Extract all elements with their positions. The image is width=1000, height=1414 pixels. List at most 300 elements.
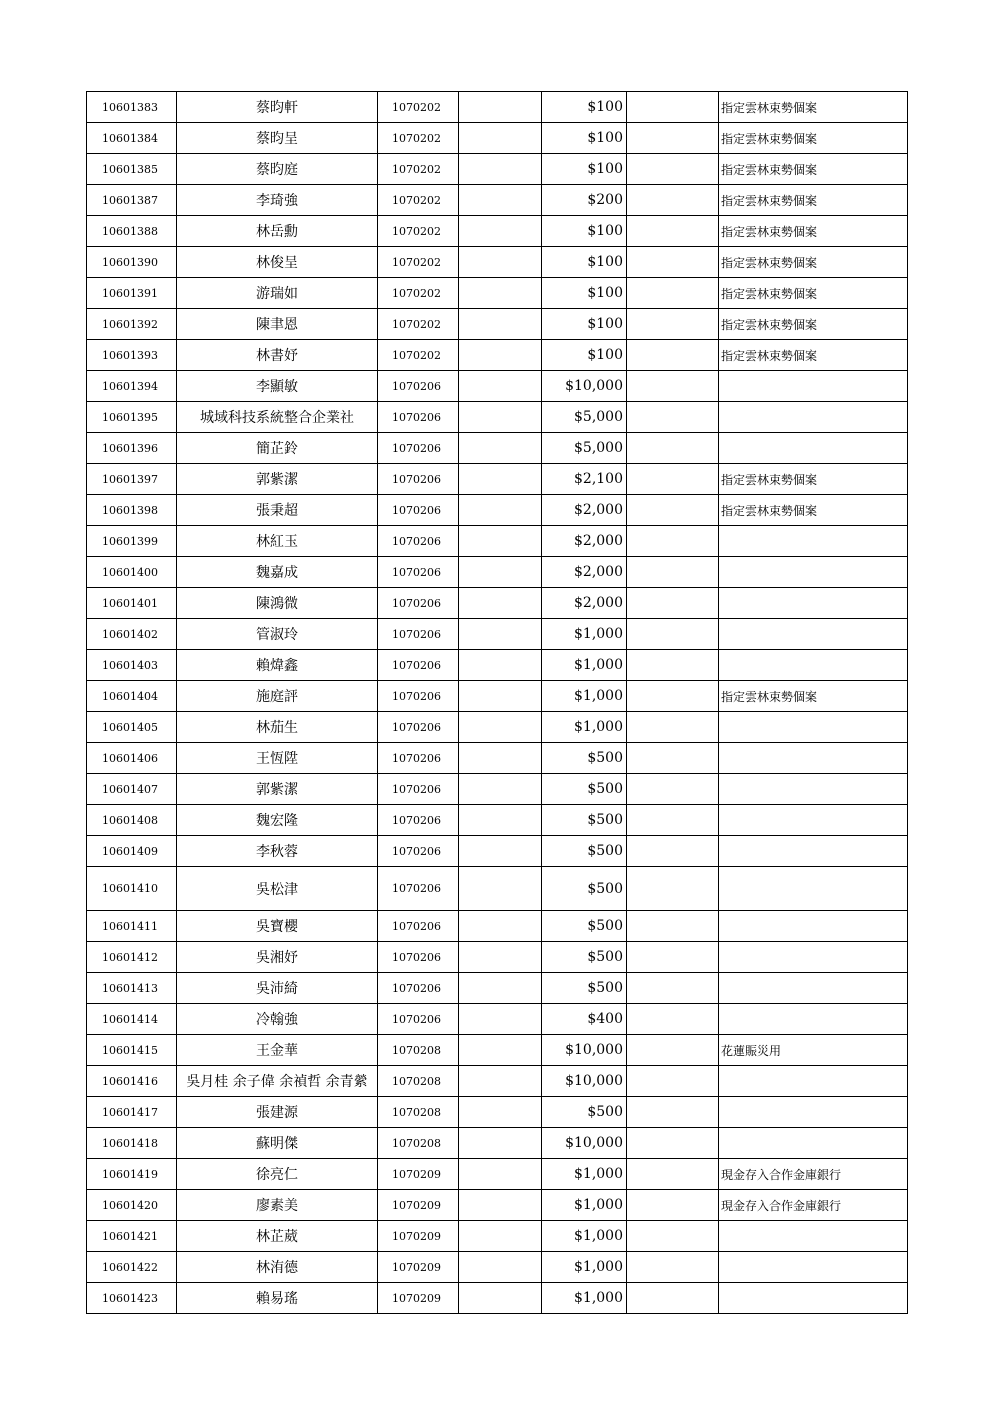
date-cell: 1070209 — [378, 1283, 459, 1314]
note-cell: 指定雲林束勢個案 — [719, 340, 908, 371]
donor-name-cell: 蔡昀庭 — [177, 154, 378, 185]
date-cell: 1070206 — [378, 526, 459, 557]
date-cell: 1070206 — [378, 464, 459, 495]
note-cell — [719, 867, 908, 911]
receipt-number-cell: 10601394 — [87, 371, 177, 402]
receipt-number-cell: 10601410 — [87, 867, 177, 911]
note-cell — [719, 557, 908, 588]
receipt-number-cell: 10601385 — [87, 154, 177, 185]
table-row — [87, 1128, 908, 1159]
blank-cell — [459, 1252, 542, 1283]
donor-name-cell: 游瑞如 — [177, 278, 378, 309]
receipt-number-cell: 10601400 — [87, 557, 177, 588]
blank-cell — [459, 371, 542, 402]
blank-cell — [627, 650, 719, 681]
amount-cell: $500 — [542, 805, 627, 836]
blank-cell — [627, 973, 719, 1004]
donor-name-cell: 賴易瑤 — [177, 1283, 378, 1314]
table-row — [87, 911, 908, 942]
table-row — [87, 973, 908, 1004]
amount-cell: $500 — [542, 911, 627, 942]
blank-cell — [459, 92, 542, 123]
blank-cell — [459, 154, 542, 185]
table-row — [87, 402, 908, 433]
blank-cell — [459, 526, 542, 557]
blank-cell — [627, 154, 719, 185]
blank-cell — [627, 526, 719, 557]
note-cell — [719, 712, 908, 743]
donor-name-cell: 郭紫潔 — [177, 464, 378, 495]
note-cell: 指定雲林束勢個案 — [719, 216, 908, 247]
table-row — [87, 743, 908, 774]
table-row — [87, 371, 908, 402]
receipt-number-cell: 10601392 — [87, 309, 177, 340]
note-cell: 指定雲林束勢個案 — [719, 123, 908, 154]
receipt-number-cell: 10601409 — [87, 836, 177, 867]
blank-cell — [459, 973, 542, 1004]
table-row — [87, 619, 908, 650]
donor-name-cell: 林紅玉 — [177, 526, 378, 557]
receipt-number-cell: 10601405 — [87, 712, 177, 743]
note-cell: 花蓮賑災用 — [719, 1035, 908, 1066]
receipt-number-cell: 10601415 — [87, 1035, 177, 1066]
receipt-number-cell: 10601387 — [87, 185, 177, 216]
blank-cell — [459, 1221, 542, 1252]
blank-cell — [459, 464, 542, 495]
note-cell: 指定雲林束勢個案 — [719, 154, 908, 185]
table-row — [87, 340, 908, 371]
date-cell: 1070202 — [378, 154, 459, 185]
amount-cell: $200 — [542, 185, 627, 216]
amount-cell: $100 — [542, 278, 627, 309]
amount-cell: $10,000 — [542, 1066, 627, 1097]
donor-name-cell: 吳寶櫻 — [177, 911, 378, 942]
blank-cell — [627, 1252, 719, 1283]
receipt-number-cell: 10601421 — [87, 1221, 177, 1252]
amount-cell: $1,000 — [542, 1190, 627, 1221]
blank-cell — [459, 1004, 542, 1035]
blank-cell — [459, 1283, 542, 1314]
receipt-number-cell: 10601401 — [87, 588, 177, 619]
date-cell: 1070206 — [378, 805, 459, 836]
blank-cell — [627, 340, 719, 371]
date-cell: 1070206 — [378, 743, 459, 774]
blank-cell — [459, 402, 542, 433]
receipt-number-cell: 10601388 — [87, 216, 177, 247]
table-row — [87, 123, 908, 154]
amount-cell: $100 — [542, 216, 627, 247]
blank-cell — [627, 619, 719, 650]
receipt-number-cell: 10601398 — [87, 495, 177, 526]
receipt-number-cell: 10601393 — [87, 340, 177, 371]
receipt-number-cell: 10601422 — [87, 1252, 177, 1283]
donor-name-cell: 賴煒鑫 — [177, 650, 378, 681]
blank-cell — [627, 433, 719, 464]
blank-cell — [459, 247, 542, 278]
blank-cell — [627, 185, 719, 216]
blank-cell — [459, 942, 542, 973]
note-cell: 指定雲林束勢個案 — [719, 681, 908, 712]
note-cell: 指定雲林束勢個案 — [719, 278, 908, 309]
amount-cell: $500 — [542, 1097, 627, 1128]
date-cell: 1070202 — [378, 247, 459, 278]
blank-cell — [459, 1190, 542, 1221]
date-cell: 1070206 — [378, 433, 459, 464]
donor-name-cell: 郭紫潔 — [177, 774, 378, 805]
amount-cell: $100 — [542, 309, 627, 340]
date-cell: 1070206 — [378, 588, 459, 619]
blank-cell — [459, 619, 542, 650]
blank-cell — [459, 867, 542, 911]
receipt-number-cell: 10601418 — [87, 1128, 177, 1159]
receipt-number-cell: 10601383 — [87, 92, 177, 123]
receipt-number-cell: 10601408 — [87, 805, 177, 836]
blank-cell — [627, 464, 719, 495]
note-cell — [719, 433, 908, 464]
note-cell: 指定雲林束勢個案 — [719, 464, 908, 495]
table-row — [87, 278, 908, 309]
donor-name-cell: 林茄生 — [177, 712, 378, 743]
date-cell: 1070202 — [378, 185, 459, 216]
note-cell — [719, 526, 908, 557]
blank-cell — [459, 650, 542, 681]
date-cell: 1070206 — [378, 619, 459, 650]
blank-cell — [459, 309, 542, 340]
note-cell — [719, 805, 908, 836]
blank-cell — [627, 92, 719, 123]
blank-cell — [459, 123, 542, 154]
blank-cell — [627, 805, 719, 836]
receipt-number-cell: 10601420 — [87, 1190, 177, 1221]
receipt-number-cell: 10601399 — [87, 526, 177, 557]
date-cell: 1070206 — [378, 681, 459, 712]
donor-name-cell: 張建源 — [177, 1097, 378, 1128]
table-row — [87, 309, 908, 340]
note-cell — [719, 942, 908, 973]
amount-cell: $2,000 — [542, 557, 627, 588]
table-row — [87, 92, 908, 123]
donor-name-cell: 陳鴻微 — [177, 588, 378, 619]
blank-cell — [459, 1097, 542, 1128]
amount-cell: $1,000 — [542, 1252, 627, 1283]
date-cell: 1070202 — [378, 309, 459, 340]
blank-cell — [627, 123, 719, 154]
receipt-number-cell: 10601414 — [87, 1004, 177, 1035]
receipt-number-cell: 10601397 — [87, 464, 177, 495]
amount-cell: $10,000 — [542, 1035, 627, 1066]
date-cell: 1070202 — [378, 340, 459, 371]
table-row — [87, 1159, 908, 1190]
blank-cell — [627, 681, 719, 712]
donor-name-cell: 李秋蓉 — [177, 836, 378, 867]
blank-cell — [459, 1159, 542, 1190]
receipt-number-cell: 10601384 — [87, 123, 177, 154]
table-row — [87, 247, 908, 278]
blank-cell — [459, 774, 542, 805]
blank-cell — [627, 1283, 719, 1314]
amount-cell: $400 — [542, 1004, 627, 1035]
note-cell — [719, 402, 908, 433]
table-row — [87, 526, 908, 557]
table-row — [87, 1283, 908, 1314]
blank-cell — [459, 836, 542, 867]
note-cell — [719, 619, 908, 650]
receipt-number-cell: 10601407 — [87, 774, 177, 805]
amount-cell: $1,000 — [542, 619, 627, 650]
donor-name-cell: 吳湘妤 — [177, 942, 378, 973]
donor-name-cell: 陳聿恩 — [177, 309, 378, 340]
date-cell: 1070206 — [378, 371, 459, 402]
table-row — [87, 1190, 908, 1221]
donor-name-cell: 蔡昀呈 — [177, 123, 378, 154]
amount-cell: $100 — [542, 247, 627, 278]
receipt-number-cell: 10601412 — [87, 942, 177, 973]
table-row — [87, 942, 908, 973]
amount-cell: $5,000 — [542, 433, 627, 464]
note-cell: 指定雲林束勢個案 — [719, 92, 908, 123]
blank-cell — [627, 278, 719, 309]
receipt-number-cell: 10601423 — [87, 1283, 177, 1314]
receipt-number-cell: 10601419 — [87, 1159, 177, 1190]
donor-name-cell: 蔡昀軒 — [177, 92, 378, 123]
note-cell — [719, 588, 908, 619]
blank-cell — [627, 557, 719, 588]
donor-name-cell: 林岳勳 — [177, 216, 378, 247]
donor-name-cell: 李琦強 — [177, 185, 378, 216]
amount-cell: $1,000 — [542, 1221, 627, 1252]
date-cell: 1070206 — [378, 836, 459, 867]
date-cell: 1070202 — [378, 216, 459, 247]
donor-name-cell: 冷翰強 — [177, 1004, 378, 1035]
table-row — [87, 1097, 908, 1128]
table-row — [87, 1004, 908, 1035]
receipt-number-cell: 10601411 — [87, 911, 177, 942]
date-cell: 1070206 — [378, 712, 459, 743]
blank-cell — [459, 216, 542, 247]
amount-cell: $100 — [542, 154, 627, 185]
note-cell — [719, 1004, 908, 1035]
blank-cell — [627, 1035, 719, 1066]
table-row — [87, 216, 908, 247]
blank-cell — [627, 1221, 719, 1252]
note-cell — [719, 1283, 908, 1314]
receipt-number-cell: 10601403 — [87, 650, 177, 681]
blank-cell — [627, 743, 719, 774]
note-cell: 指定雲林束勢個案 — [719, 247, 908, 278]
blank-cell — [627, 774, 719, 805]
blank-cell — [627, 867, 719, 911]
amount-cell: $500 — [542, 774, 627, 805]
table-row — [87, 154, 908, 185]
note-cell — [719, 774, 908, 805]
table-row — [87, 464, 908, 495]
note-cell — [719, 911, 908, 942]
blank-cell — [459, 278, 542, 309]
date-cell: 1070206 — [378, 557, 459, 588]
blank-cell — [627, 216, 719, 247]
blank-cell — [627, 588, 719, 619]
date-cell: 1070206 — [378, 495, 459, 526]
date-cell: 1070209 — [378, 1221, 459, 1252]
date-cell: 1070209 — [378, 1252, 459, 1283]
table-row — [87, 1221, 908, 1252]
note-cell: 現金存入合作金庫銀行 — [719, 1159, 908, 1190]
date-cell: 1070202 — [378, 278, 459, 309]
amount-cell: $10,000 — [542, 1128, 627, 1159]
blank-cell — [627, 712, 719, 743]
amount-cell: $1,000 — [542, 681, 627, 712]
donor-name-cell: 簡芷鈴 — [177, 433, 378, 464]
donor-name-cell: 吳月桂 余子偉 余禎哲 余青縈 — [177, 1066, 378, 1097]
donor-name-cell: 施庭評 — [177, 681, 378, 712]
blank-cell — [459, 805, 542, 836]
amount-cell: $500 — [542, 836, 627, 867]
donor-name-cell: 吳沛綺 — [177, 973, 378, 1004]
donor-name-cell: 城域科技系統整合企業社 — [177, 402, 378, 433]
blank-cell — [459, 911, 542, 942]
note-cell: 指定雲林束勢個案 — [719, 495, 908, 526]
donor-name-cell: 魏宏隆 — [177, 805, 378, 836]
blank-cell — [627, 836, 719, 867]
blank-cell — [627, 371, 719, 402]
date-cell: 1070209 — [378, 1159, 459, 1190]
receipt-number-cell: 10601396 — [87, 433, 177, 464]
receipt-number-cell: 10601406 — [87, 743, 177, 774]
donor-name-cell: 王恆陞 — [177, 743, 378, 774]
amount-cell: $2,100 — [542, 464, 627, 495]
date-cell: 1070206 — [378, 650, 459, 681]
date-cell: 1070208 — [378, 1035, 459, 1066]
table-row — [87, 588, 908, 619]
donor-name-cell: 吳松津 — [177, 867, 378, 911]
blank-cell — [627, 1097, 719, 1128]
amount-cell: $100 — [542, 340, 627, 371]
date-cell: 1070206 — [378, 867, 459, 911]
table-row — [87, 712, 908, 743]
date-cell: 1070206 — [378, 911, 459, 942]
table-row — [87, 805, 908, 836]
note-cell — [719, 650, 908, 681]
note-cell — [719, 743, 908, 774]
date-cell: 1070208 — [378, 1097, 459, 1128]
blank-cell — [459, 185, 542, 216]
blank-cell — [459, 1128, 542, 1159]
table-row — [87, 557, 908, 588]
blank-cell — [627, 1066, 719, 1097]
amount-cell: $500 — [542, 867, 627, 911]
blank-cell — [459, 433, 542, 464]
table-row — [87, 495, 908, 526]
receipt-number-cell: 10601402 — [87, 619, 177, 650]
table-row — [87, 185, 908, 216]
blank-cell — [459, 1066, 542, 1097]
note-cell — [719, 1128, 908, 1159]
donor-name-cell: 李顯敏 — [177, 371, 378, 402]
blank-cell — [627, 402, 719, 433]
amount-cell: $500 — [542, 973, 627, 1004]
amount-cell: $500 — [542, 743, 627, 774]
receipt-number-cell: 10601391 — [87, 278, 177, 309]
table-row — [87, 774, 908, 805]
blank-cell — [627, 1190, 719, 1221]
donor-name-cell: 林芷葳 — [177, 1221, 378, 1252]
date-cell: 1070209 — [378, 1190, 459, 1221]
amount-cell: $1,000 — [542, 1283, 627, 1314]
date-cell: 1070206 — [378, 1004, 459, 1035]
blank-cell — [627, 911, 719, 942]
note-cell: 指定雲林束勢個案 — [719, 185, 908, 216]
note-cell — [719, 836, 908, 867]
date-cell: 1070208 — [378, 1128, 459, 1159]
donor-name-cell: 管淑玲 — [177, 619, 378, 650]
amount-cell: $100 — [542, 123, 627, 154]
table-row — [87, 433, 908, 464]
amount-cell: $10,000 — [542, 371, 627, 402]
blank-cell — [627, 1128, 719, 1159]
blank-cell — [627, 942, 719, 973]
receipt-number-cell: 10601417 — [87, 1097, 177, 1128]
ledger-body — [87, 92, 908, 1314]
receipt-number-cell: 10601404 — [87, 681, 177, 712]
blank-cell — [627, 1004, 719, 1035]
date-cell: 1070206 — [378, 942, 459, 973]
donor-name-cell: 徐亮仁 — [177, 1159, 378, 1190]
donation-ledger-table — [86, 91, 908, 1314]
note-cell — [719, 1097, 908, 1128]
date-cell: 1070208 — [378, 1066, 459, 1097]
blank-cell — [459, 1035, 542, 1066]
table-row — [87, 650, 908, 681]
blank-cell — [459, 712, 542, 743]
note-cell — [719, 973, 908, 1004]
table-row — [87, 1252, 908, 1283]
blank-cell — [627, 309, 719, 340]
amount-cell: $100 — [542, 92, 627, 123]
donor-name-cell: 林洧德 — [177, 1252, 378, 1283]
blank-cell — [627, 1159, 719, 1190]
amount-cell: $2,000 — [542, 495, 627, 526]
date-cell: 1070202 — [378, 92, 459, 123]
amount-cell: $1,000 — [542, 1159, 627, 1190]
blank-cell — [459, 743, 542, 774]
blank-cell — [627, 247, 719, 278]
note-cell — [719, 1252, 908, 1283]
receipt-number-cell: 10601395 — [87, 402, 177, 433]
receipt-number-cell: 10601390 — [87, 247, 177, 278]
donor-name-cell: 蘇明傑 — [177, 1128, 378, 1159]
blank-cell — [459, 340, 542, 371]
donor-name-cell: 王金華 — [177, 1035, 378, 1066]
blank-cell — [459, 588, 542, 619]
donor-name-cell: 林書妤 — [177, 340, 378, 371]
note-cell: 現金存入合作金庫銀行 — [719, 1190, 908, 1221]
table-row — [87, 681, 908, 712]
date-cell: 1070206 — [378, 402, 459, 433]
table-row — [87, 1066, 908, 1097]
blank-cell — [459, 557, 542, 588]
blank-cell — [459, 495, 542, 526]
note-cell — [719, 1066, 908, 1097]
amount-cell: $1,000 — [542, 712, 627, 743]
note-cell — [719, 371, 908, 402]
date-cell: 1070206 — [378, 973, 459, 1004]
amount-cell: $1,000 — [542, 650, 627, 681]
amount-cell: $5,000 — [542, 402, 627, 433]
receipt-number-cell: 10601413 — [87, 973, 177, 1004]
donor-name-cell: 張秉超 — [177, 495, 378, 526]
amount-cell: $500 — [542, 942, 627, 973]
blank-cell — [627, 495, 719, 526]
